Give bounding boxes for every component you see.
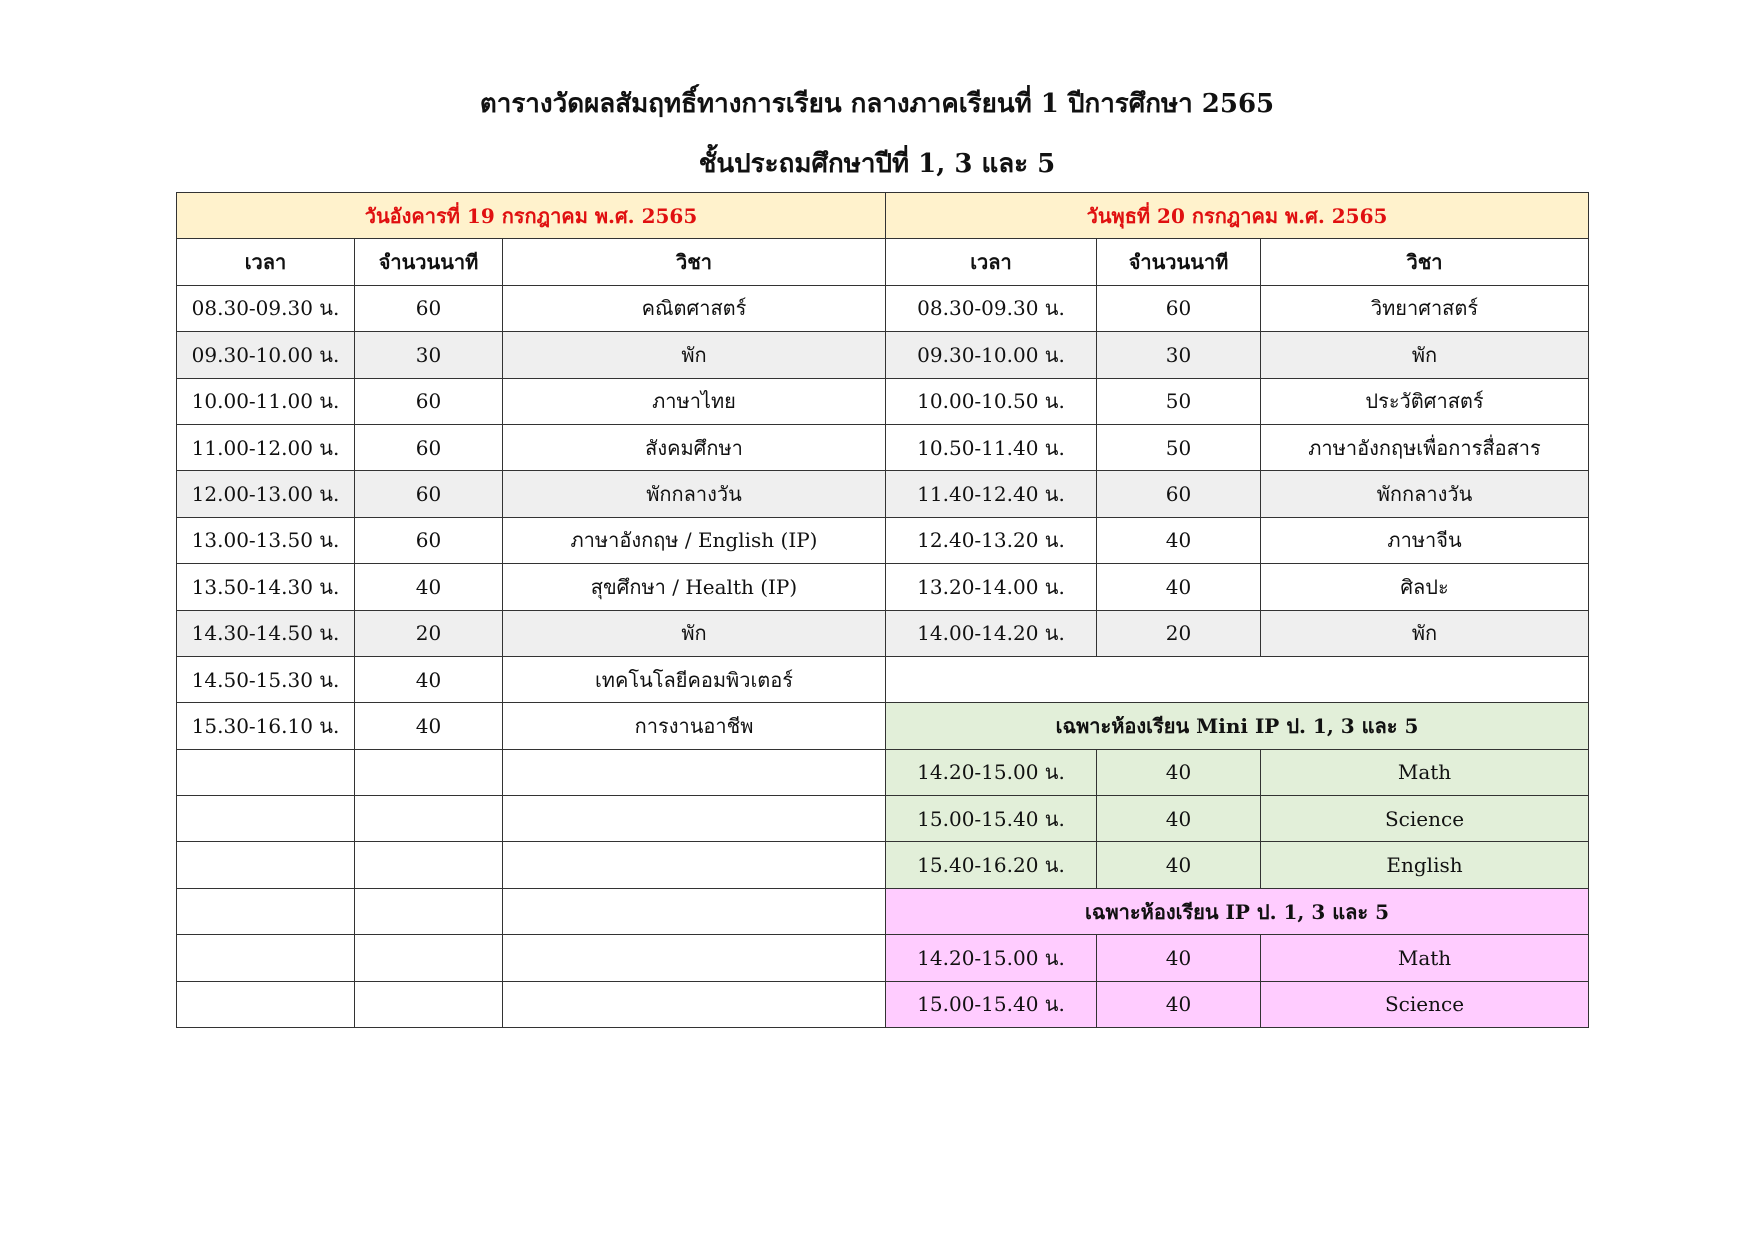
wed-minutes: 30 <box>1097 332 1261 378</box>
table-row <box>177 981 1589 1027</box>
tue-minutes: 60 <box>355 471 503 517</box>
wed-subject: พัก <box>1261 332 1589 378</box>
tue-subject: พัก <box>503 610 886 656</box>
wed-subject: ศิลปะ <box>1261 564 1589 610</box>
tue-subject-header: วิชา <box>503 239 886 285</box>
wed-minutes: 60 <box>1097 285 1261 331</box>
tue-time: 14.50-15.30 น. <box>177 656 355 702</box>
table-row <box>177 285 1589 331</box>
wed-minutes: 50 <box>1097 424 1261 470</box>
tue-subject: สังคมศึกษา <box>503 424 886 470</box>
ip-time: 14.20-15.00 น. <box>886 935 1097 981</box>
table-row-break <box>177 610 1589 656</box>
empty-cell <box>355 981 503 1027</box>
wed-subject-header: วิชา <box>1261 239 1589 285</box>
tue-time: 13.50-14.30 น. <box>177 564 355 610</box>
mini-ip-minutes: 40 <box>1097 842 1261 888</box>
table-row <box>177 703 1589 749</box>
mini-ip-subject: Science <box>1261 796 1589 842</box>
tue-time: 12.00-13.00 น. <box>177 471 355 517</box>
ip-subject: Science <box>1261 981 1589 1027</box>
table-row <box>177 517 1589 563</box>
empty-cell <box>177 796 355 842</box>
empty-cell <box>503 888 886 934</box>
empty-cell <box>503 935 886 981</box>
tue-minutes-header: จำนวนนาที <box>355 239 503 285</box>
day-header-row <box>177 193 1589 239</box>
tue-time: 09.30-10.00 น. <box>177 332 355 378</box>
tue-time: 11.00-12.00 น. <box>177 424 355 470</box>
table-row <box>177 564 1589 610</box>
tue-subject: พักกลางวัน <box>503 471 886 517</box>
wed-subject: ประวัติศาสตร์ <box>1261 378 1589 424</box>
tue-minutes: 60 <box>355 285 503 331</box>
empty-cell <box>355 796 503 842</box>
table-row <box>177 424 1589 470</box>
tue-time: 15.30-16.10 น. <box>177 703 355 749</box>
tue-subject: พัก <box>503 332 886 378</box>
wed-time: 08.30-09.30 น. <box>886 285 1097 331</box>
wed-minutes: 40 <box>1097 517 1261 563</box>
tue-time: 08.30-09.30 น. <box>177 285 355 331</box>
wed-subject: ภาษาจีน <box>1261 517 1589 563</box>
schedule-subtitle: ชั้นประถมศึกษาปีที่ 1, 3 และ 5 <box>698 149 1056 179</box>
wednesday-header: วันพุธที่ 20 กรกฎาคม พ.ศ. 2565 <box>886 193 1589 239</box>
empty-cell <box>177 842 355 888</box>
table-row <box>177 888 1589 934</box>
tue-subject: ภาษาไทย <box>503 378 886 424</box>
tue-minutes: 60 <box>355 424 503 470</box>
empty-cell <box>503 842 886 888</box>
wed-time: 10.00-10.50 น. <box>886 378 1097 424</box>
mini-ip-minutes: 40 <box>1097 796 1261 842</box>
mini-ip-minutes: 40 <box>1097 749 1261 795</box>
wed-time-header: เวลา <box>886 239 1097 285</box>
empty-cell <box>355 842 503 888</box>
empty-cell <box>177 749 355 795</box>
empty-cell <box>503 749 886 795</box>
tue-time: 10.00-11.00 น. <box>177 378 355 424</box>
tue-minutes: 30 <box>355 332 503 378</box>
table-row <box>177 656 1589 702</box>
ip-minutes: 40 <box>1097 981 1261 1027</box>
wed-minutes-header: จำนวนนาที <box>1097 239 1261 285</box>
tue-subject: การงานอาชีพ <box>503 703 886 749</box>
ip-minutes: 40 <box>1097 935 1261 981</box>
mini-ip-time: 15.00-15.40 น. <box>886 796 1097 842</box>
wed-time: 13.20-14.00 น. <box>886 564 1097 610</box>
wed-minutes: 20 <box>1097 610 1261 656</box>
wed-time: 14.00-14.20 น. <box>886 610 1097 656</box>
tue-minutes: 40 <box>355 564 503 610</box>
table-row <box>177 842 1589 888</box>
wed-minutes: 40 <box>1097 564 1261 610</box>
schedule-title: ตารางวัดผลสัมฤทธิ์ทางการเรียน กลางภาคเรียนที่ 1 ปีการศึกษา 2565 <box>479 89 1275 119</box>
empty-cell <box>886 656 1589 702</box>
tue-subject: ภาษาอังกฤษ / English (IP) <box>503 517 886 563</box>
tue-minutes: 40 <box>355 703 503 749</box>
table-row <box>177 935 1589 981</box>
empty-cell <box>177 888 355 934</box>
table-row-break <box>177 332 1589 378</box>
mini-ip-time: 15.40-16.20 น. <box>886 842 1097 888</box>
tue-time-header: เวลา <box>177 239 355 285</box>
wed-subject: ภาษาอังกฤษเพื่อการสื่อสาร <box>1261 424 1589 470</box>
table-row-break <box>177 471 1589 517</box>
tue-subject: สุขศึกษา / Health (IP) <box>503 564 886 610</box>
wed-time: 12.40-13.20 น. <box>886 517 1097 563</box>
empty-cell <box>355 935 503 981</box>
schedule-table <box>176 192 1589 1028</box>
mini-ip-subject: Math <box>1261 749 1589 795</box>
mini-ip-time: 14.20-15.00 น. <box>886 749 1097 795</box>
empty-cell <box>503 981 886 1027</box>
wed-minutes: 50 <box>1097 378 1261 424</box>
wed-time: 09.30-10.00 น. <box>886 332 1097 378</box>
wed-time: 11.40-12.40 น. <box>886 471 1097 517</box>
ip-subject: Math <box>1261 935 1589 981</box>
tue-subject: เทคโนโลยีคอมพิวเตอร์ <box>503 656 886 702</box>
mini-ip-subject: English <box>1261 842 1589 888</box>
table-row <box>177 796 1589 842</box>
tue-minutes: 60 <box>355 517 503 563</box>
wed-minutes: 60 <box>1097 471 1261 517</box>
table-row <box>177 749 1589 795</box>
tuesday-header: วันอังคารที่ 19 กรกฎาคม พ.ศ. 2565 <box>177 193 886 239</box>
wed-subject: พัก <box>1261 610 1589 656</box>
empty-cell <box>355 749 503 795</box>
wed-subject: พักกลางวัน <box>1261 471 1589 517</box>
tue-subject: คณิตศาสตร์ <box>503 285 886 331</box>
empty-cell <box>355 888 503 934</box>
tue-time: 13.00-13.50 น. <box>177 517 355 563</box>
wed-time: 10.50-11.40 น. <box>886 424 1097 470</box>
wed-subject: วิทยาศาสตร์ <box>1261 285 1589 331</box>
empty-cell <box>177 935 355 981</box>
ip-heading: เฉพาะห้องเรียน IP ป. 1, 3 และ 5 <box>886 888 1589 934</box>
tue-minutes: 20 <box>355 610 503 656</box>
empty-cell <box>177 981 355 1027</box>
empty-cell <box>503 796 886 842</box>
tue-minutes: 60 <box>355 378 503 424</box>
column-header-row <box>177 239 1589 285</box>
table-row <box>177 378 1589 424</box>
tue-time: 14.30-14.50 น. <box>177 610 355 656</box>
mini-ip-heading: เฉพาะห้องเรียน Mini IP ป. 1, 3 และ 5 <box>886 703 1589 749</box>
ip-time: 15.00-15.40 น. <box>886 981 1097 1027</box>
tue-minutes: 40 <box>355 656 503 702</box>
